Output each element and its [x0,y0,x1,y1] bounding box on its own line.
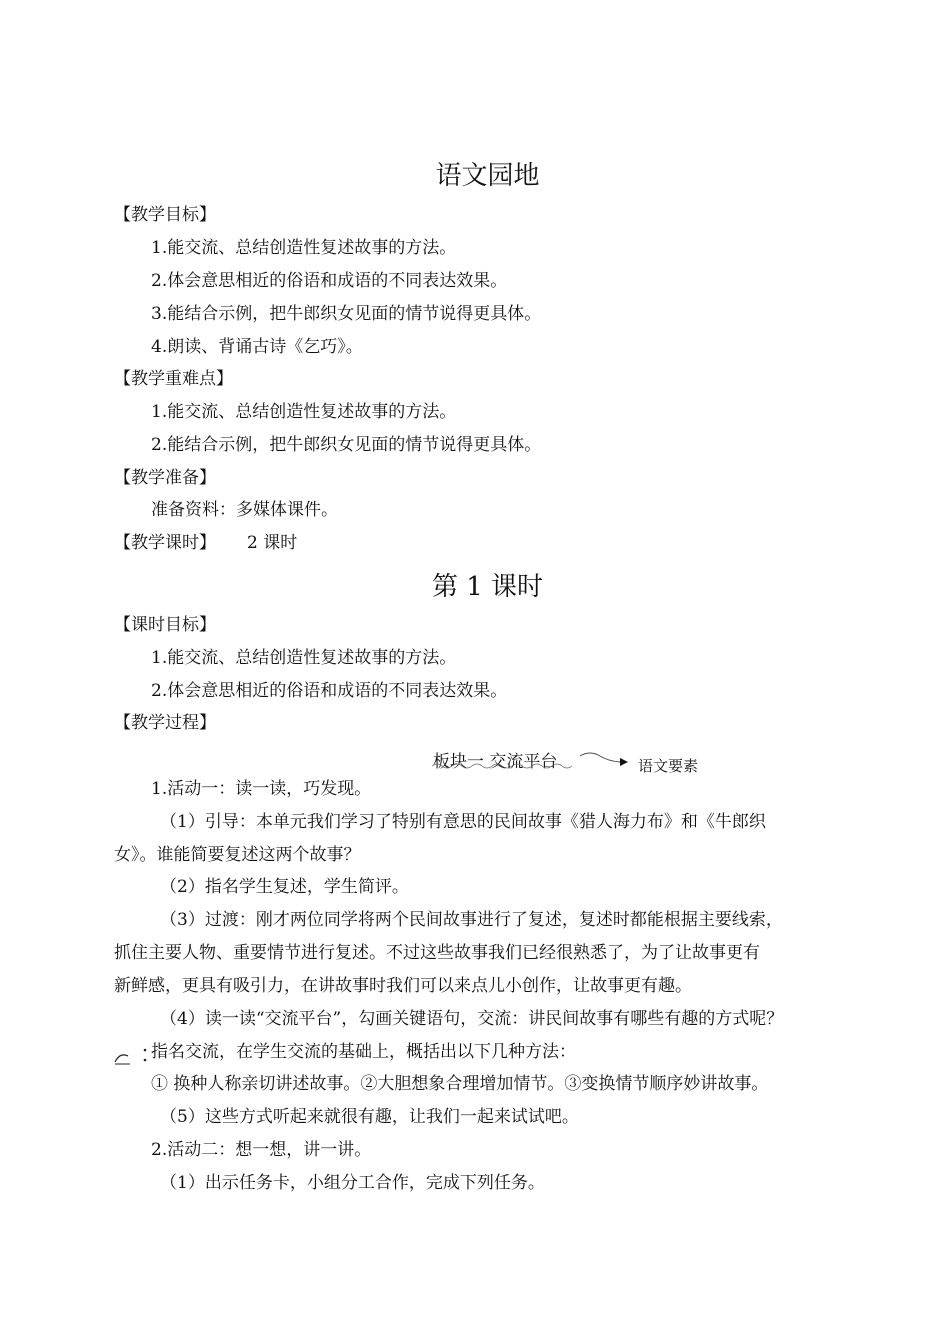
arrow-icon [578,748,634,772]
process-line: 1.活动一：读一读，巧发现。 [151,779,372,799]
hours-heading: 【教学课时】 [114,533,216,553]
preparation-text: 准备资料：多媒体课件。 [151,500,338,520]
process-line: （5）这些方式听起来就很有趣，让我们一起来试试吧。 [160,1107,579,1127]
process-heading: 【教学过程】 [114,713,216,733]
process-line: ① 换种人称亲切讲述故事。②大胆想象合理增加情节。③变换情节顺序妙讲故事。 [151,1074,769,1094]
page-title: 语文园地 [435,161,540,191]
preparation-heading: 【教学准备】 [114,468,216,488]
goals-heading: 【教学目标】 [114,205,216,225]
goal-item: 2.体会意思相近的俗语和成语的不同表达效果。 [151,271,508,291]
lesson-title: 第 1 课时 [431,572,544,602]
process-line: （3）过渡：刚才两位同学将两个民间故事进行了复述，复述时都能根据主要线索， [160,910,783,930]
process-line: 女》。谁能简要复述这两个故事？ [114,845,361,865]
process-line: （4）读一读“交流平台”，勾画关键语句，交流：讲民间故事有哪些有趣的方式呢？ [160,1009,784,1029]
process-line: 新鲜感，更具有吸引力，在讲故事时我们可以来点儿小创作，让故事更有趣。 [114,976,692,996]
goal-item: 1.能交流、总结创造性复述故事的方法。 [151,238,457,258]
process-line: 抓住主要人物、重要情节进行复述。不过这些故事我们已经很熟悉了，为了让故事更有 [114,943,760,963]
hours-value: 2 课时 [247,533,298,553]
margin-mark-icon [114,1044,150,1066]
process-line: （1）引导：本单元我们学习了特别有意思的民间故事《猎人海力布》和《牛郎织 [160,812,766,832]
key-point-item: 2.能结合示例，把牛郎织女见面的情节说得更具体。 [151,435,542,455]
process-line: 2.活动二：想一想，讲一讲。 [151,1140,372,1160]
key-point-item: 1.能交流、总结创造性复述故事的方法。 [151,402,457,422]
lesson-goals-heading: 【课时目标】 [114,615,216,635]
goal-item: 4.朗读、背诵古诗《乞巧》。 [151,337,363,357]
board-title: 板块一 交流平台 [433,752,558,772]
board-tag: 语文要素 [638,757,699,775]
process-line: 指名交流，在学生交流的基础上，概括出以下几种方法： [151,1042,576,1062]
lesson-goal-item: 2.体会意思相近的俗语和成语的不同表达效果。 [151,681,508,701]
key-points-heading: 【教学重难点】 [114,369,233,389]
lesson-goal-item: 1.能交流、总结创造性复述故事的方法。 [151,648,457,668]
goal-item: 3.能结合示例，把牛郎织女见面的情节说得更具体。 [151,304,542,324]
process-line: （1）出示任务卡，小组分工合作，完成下列任务。 [160,1173,545,1193]
process-line: （2）指名学生复述，学生简评。 [160,877,409,897]
wavy-underline [432,762,582,770]
